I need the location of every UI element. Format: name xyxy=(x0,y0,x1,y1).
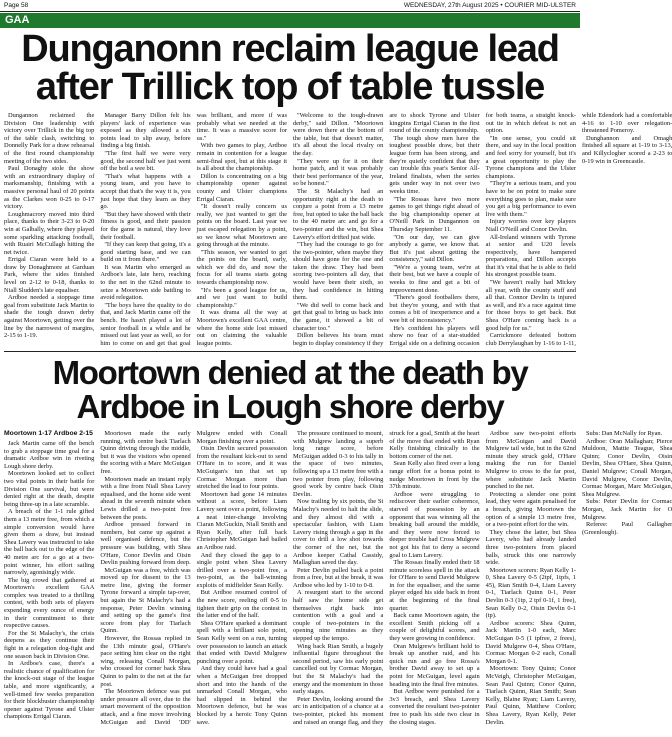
headline-moortown: Moortown denied at the death by Ardboe in Lough shore derby xyxy=(52,354,528,425)
article-paragraph: Back came Moortown again, the excellent Smith picking off a couple of delightful scores, and they were growing in confidence. xyxy=(389,612,480,643)
article-paragraph: Referee: Paul Gallagher (Greenlough). xyxy=(581,521,672,536)
story-divider xyxy=(4,351,576,352)
article-paragraph: McGuigan was a free, which was moved up for dissent to the 13 metre line, giving the former Tyrone forward a simple tap-over, but again the St Malachy's had a response, Peter Devlin winning and setting up the game's first score from play for Tiarlach Quinn. xyxy=(100,566,191,635)
article-paragraph: Moortown made an instant reply with a fine from Niall Shea Lavry equalised, and the home side went ahead in the seventh minute when Lewis drilled a two-point free between the posts. xyxy=(100,475,191,521)
article-paragraph: Carrickmore defeated bottom club Derrylaughan by 1-16 to 1-11, while Edendork had a comfortable 4-16 to 1-10 over relegation-threatened Pomeroy. xyxy=(485,112,672,347)
article-paragraph: "If they can keep that going, it's a good starting base, and we can build on it from there." xyxy=(100,241,191,264)
story-dungannon-body xyxy=(4,112,672,348)
article-paragraph: "On our day, we can give anybody a game, we know that. But it's just about getting the consistency," said Dillon. xyxy=(389,233,480,264)
score-line: Moortown 1-17 Ardboe 2-15 xyxy=(4,430,93,437)
article-paragraph: The St Malachy's had an opportunity right at the death to conjure a point from a 13 metre free, but opted to take the ball back to the 40 metre arc and go for a two-pointer and the win, but Shea Lavery's effort drifted just wide. xyxy=(292,187,384,241)
article-paragraph: For the St Malachy's, the crisis deepens as they continue their fight in a relegation dog-fight and one season back in Division One. xyxy=(4,629,95,660)
article-paragraph: Ardboe needed a stoppage time goal from substitute Jack Martin to shade the tough drawn derby against Moortown, getting over the line by the narrowest of margins, 2-15 to 1-19. xyxy=(4,294,95,340)
article-paragraph: A breach of the 1-1 rule gifted them a 13 metre free, from which a simple conversion would have given them a draw, but instead Shea Lavery was instructed to take the ball back out to the edge of the 40 metre arc for a go at a two-point winner, his effort sailing narrowly, agonisingly wide. xyxy=(4,508,95,577)
article-paragraph: The Rossas finally ended their 18 minute scoreless spell in the attack for O'Hare to send David Mulgrew in for the equaliser, and the same player edged his side back in front at the beginning of the final quarter. xyxy=(389,559,480,612)
page-number: Page 58 xyxy=(4,2,29,9)
article-paragraph: "It doesn't really concern us really, we just wanted to get the points on the board. Last year we just escaped relegation by a point, so we know what Moortown are going through at the minute. xyxy=(196,203,287,249)
section-banner: GAA xyxy=(0,13,580,28)
article-paragraph: Protecting a slender one point lead, they were again penalised for a breach, giving Moortown the option of a simple 13 metre free, or a two-point effort for the win. xyxy=(485,490,576,529)
article-paragraph: Moortown looked set to collect two vital points in their battle for Division One survival, but were denied right at the death, despite being three-up in a late scramble. xyxy=(4,470,95,508)
article-paragraph: The pressure continued to mount, with Mulgrew landing a superb long range score, before McGuigan added 0-3 to his tally in the space of two minutes, following up a 13 metre free with a two pointer from play, following good work by centre back Oisin Devlin. xyxy=(292,430,384,498)
article-paragraph: Peter Devlin pulled back a point from a free, but at the break, it was Ardboe who led by 1-10 to 0-8. xyxy=(292,566,384,589)
article-paragraph: And they closed the gap to a single point when Shea Lavery drilled over a two-point free, a two-point, as the ball-winning exploits of midfielder Sean Kelly. xyxy=(196,551,287,589)
article-paragraph: Ardboe scorers: Shea Quinn, Jack Martin 1-0 each, Marc McGuigan 0-5 (1 tpfree, 2 frees), David Mulgrew 0-4, Shea O'Hare, Cormac Morgan 0-2 each, Conall Morgan 0-1. xyxy=(485,619,576,665)
article-paragraph: "They were up for it on their home patch, and it was probably their best performance of the year, so be honest." xyxy=(292,157,384,188)
article-paragraph: "But they have showed with their fitness is good, and their passion for the game is natural, they love their football. xyxy=(100,210,191,241)
article-paragraph: Ardboe: Oran Mallaghan; Pierce Muldoon, Mattie Teague, Shea Quinn; Conor Devlin, Oisin Devlin, Shea O'Hare, Shea Quinn, Daniel Mulgrew; Conall Morgan, David Mulgrew, Conor Devlin, Cormac Morgan, Marc McGuigan, Shea Mulgrew. xyxy=(581,437,672,498)
article-paragraph: "In one sense, you could sit there, and say in the local position and feel sorry for yourself, but it's a great opportunity to play the Tyrone champions and the Ulster champions. xyxy=(485,134,576,180)
article-paragraph: It was drama all the way at Moortown's excellent GAA centre, where the home side lost missed out on claiming the valuable league points. xyxy=(196,309,287,347)
article-paragraph: "They're a serious team, and you have to be on point to make sure everything goes to plan, make sure you get a big performance to even live with them." xyxy=(485,180,576,218)
article-paragraph: Moortown had gone 14 minutes without a score, before Liam Lavery sent over a point, following a neat inter-change involving Ciaran McGuckin, Niall Smith and Ryan Kelly, after full back Christopher McGuigan had bailed an Ardboe raid. xyxy=(196,490,287,551)
article-paragraph: "We're a young team, we're at their best, but we have a couple of weeks to fine and get a bit of improvement done. xyxy=(389,263,480,294)
article-paragraph: Shea O'Hare sparked a dominant spell with a brilliant solo point, Sean Kelly went on a run, turning over possession to launch an attack that ended with David Mulgrew punching over a point. xyxy=(196,619,287,665)
article-paragraph: "There's good footballers there, but they're young, and with that comes a bit of inexperience and a wee bit of inconsistency." xyxy=(389,294,480,325)
article-paragraph: They chose the latter, but Shea Lavery, who had already landed three two-pointers from placed balls, struck this one narrowly wide. xyxy=(485,528,576,567)
article-paragraph: However, the Rossas replied in the 13th minute goal, O'Hare's pace setting him clear on the right wing, releasing Conall Morgan, who crossed for corner back Shea Quinn to palm to the net at the far post. xyxy=(100,635,191,688)
article-paragraph: Dillon believes his team must begin to display consistency if they are to shock Tyrone and Ulster kingpins Errigal Ciaran in the first round of the county championship. xyxy=(292,112,480,347)
article-paragraph: And they could have had a goal when a McGuigan free dropped short and into the hands of the unmarked Conall Morgan, who had slipped in behind the Moortown defence, but he was blocked by a heroic Tony Quinn save. xyxy=(196,665,287,726)
headline-dungannon: Dunganonn reclaim league lead after Trillick top of table tussle xyxy=(21,28,559,108)
article-paragraph: Ardboe were struggling to rediscover their earlier coherence, starved of possession by an opponent that was winning all the breaking ball around the middle, and they were now forced to deeper trouble had Cross Mulgrew not got his fist to deny a second goal to Liam Lavery. xyxy=(389,490,480,559)
article-paragraph: Jack Martin came off the bench to grab a stoppage time goal for a dramatic Ardboe win in riveting Lough shore derby. xyxy=(4,440,95,470)
article-paragraph: Errigal Ciaran were held to a draw by Donaghmore at Garduan Park, where the sides finished level on 2-12 to 0-18, thanks to Niall Sludden's late equaliser. xyxy=(4,256,95,294)
article-paragraph: "We haven't really had Mickey all year, with the county stuff and all that. Connor Devlin is injured as well, and it's a race against time for those boys to get back. But Shea O'Hare coming back is a good help for us." xyxy=(485,279,576,332)
page-header xyxy=(0,0,580,12)
article-paragraph: With two games to play, Ardboe remain in contention for a league semi-final spot, but at this stage it is all about the championship. xyxy=(196,142,287,173)
article-paragraph: "That's what happens with a young team, and you have to accept that that's the way it is, you just hope that they learn as they go. xyxy=(100,172,191,211)
article-paragraph: Subs: Dan McNally for Ryan. xyxy=(585,430,663,437)
article-paragraph: A resurgent start to the second half saw the home side get themselves right back into contention with a goal and a couple of two-pointers in the opening nine minutes as they stepped up the tempo. xyxy=(292,589,384,643)
article-paragraph: It was Martin who emerged as Ardboe's late, late hero, reaching to the net in the 62nd minute to seize a Moortown side battling to avoid relegation. xyxy=(100,263,191,302)
article-paragraph: Ardboe saw two-point efforts from McGuigan and David Mulgrew tail wide, but in the 62nd minute they struck gold, O'Hare making the run for Daniel Mulgrew to cross to the far post, where substitute Jack Martin punched to the net. xyxy=(485,430,576,491)
article-paragraph: Subs: Peter Devlin for Cormac Morgan, Jack Martin for O Mulgrew. xyxy=(581,498,672,521)
article-paragraph: "Welcome to the tough-drawn derby," said Dillon. "Moortown were down there at the bottom of the table, but that doesn't matter, it's all about the local rivalry on the day. xyxy=(292,112,384,157)
date-masthead: WEDNESDAY, 27th August 2025 • COURIER MID-ULSTER xyxy=(403,2,576,9)
article-paragraph: Moortown made the early running, with centre back Tiarlach Quinn driving through the middle, but it was the visitors who opened the scoring with a Marc McGuigan free. xyxy=(100,430,191,475)
article-paragraph: The Moortown defence was put under pressure all over, due to the smart movement of the opposition attack, and a fine move involving McGuigan and David 'DD' Mulgrew ended with Conall Morgan finishing over a point. xyxy=(100,430,287,726)
article-paragraph: Peter Devlin, looking around the arc in anticipation of a chance at a two-pointer, picked his moment and raised an orange flag, and they struck for a goal, Smith at the heart of the move that ended with Ryan Kelly finishing clinically to the bottom corner of the net. xyxy=(292,430,480,726)
article-paragraph: "The Rossas have two more games to get things right ahead of the big championship opener at O'Neill Park in Dungannon on Thursday September 11. xyxy=(389,195,480,233)
article-paragraph: Injury worries over key players Niall O'Neill and Conor Devlin. xyxy=(485,218,576,233)
article-paragraph: But Ardboe resumed control of the new score, reeling off 0-5 to tighten their grip on the contest in the latter end of the half. xyxy=(196,589,287,620)
article-paragraph: Oran Mulgrew's brilliant hold to break up another raid, and his quick run and go free Rossa's brother David away to set up a point for McGuigan, level again heading into the final five minutes. xyxy=(389,642,480,688)
article-paragraph: Dungannon reclaimed the Division One leadership with victory over Trillick in the big top of the table clash, switching to Donnelly Park for a draw rehearsal of the first round championship meeting of the two sides. xyxy=(4,112,95,165)
article-paragraph: Moortown scorers: Ryan Kelly 1-0, Shea Lavery 0-5 (2tpf, 1tpfs, 1 45), Rian Smith 0-4, Liam Lavery 0-1, Tiarlach Quinn 0-1, Peter Devlin 0-3 (1tp, 2 tpf 0-1f, 1 free), Sean Kelly 0-2, Oisin Devlin 0-1 (tp). xyxy=(485,566,576,620)
article-paragraph: Sean Kelly also fired over a long range effort for a bonus point to nudge Moortown in front by the 37th minute. xyxy=(389,460,480,491)
article-paragraph: Ardboe pressed forward in numbers, but came up against a well organised defence, but the pressure was building, with Shea O'Hare, Conor Devlin and Oisin Devlin pushing forward from deep. xyxy=(100,521,191,567)
article-paragraph: In Ardboe's case, there's a realistic chance of qualification for the knock-out stage of the league table, and more significantly, a well-timed few weeks preparation for their blockbuster championship opener against Tyrone and Ulster champions Errigal Ciaran. xyxy=(4,660,95,721)
article-paragraph: Loughmacrory moved into third place, thanks to their 3-23 to 0-20 win at Galbally, where they played some sparkling attacking football, with Ruairi McCullagh hitting the net twice. xyxy=(4,210,95,256)
article-paragraph: All-Ireland winners with Tyrone at senior and U20 levels respectively, have hampered preparations, and Dillon accepts that it's vital that he is able to field his strongest possible team. xyxy=(485,233,576,279)
article-paragraph: Oisin Devlin secured possession from the resultant kick-out to send O'Hare in to score, and it was McGuigan's tun that set up Cormac Morgan more than stretched the lead to four points. xyxy=(196,445,287,491)
article-paragraph: Now trailing by six points, the St Malachy's needed to halt the slide, and they almost did with a spectacular fashion, with Liam Lavery rising through a gap in the cover to drill a low shot towards the corner of the net, but the Ardboe keeper Cathal Cassidy, Mallaghan saved the day. xyxy=(292,498,384,567)
article-paragraph: "We did well to come back and get that goal to bring us back into the game, it showed a bit of character too." xyxy=(292,301,384,332)
article-paragraph: Wing back Rian Smith, a hugely influential figure throughout the second period, saw his early point cancelled out by Cormac Morgan, but the St Malachy's had the energy and the momentum in those early stages. xyxy=(292,642,384,696)
article-paragraph: Paul Donaghy stole the show with an extraordinary display of marksmanship, finishing with a massive personal haul of 20 points as the Clarkes won 0-25 to 0-17 victory. xyxy=(4,165,95,211)
article-paragraph: "They had the courage to go for the two-pointer, when maybe they should have gone for the one and taken the draw. They had been scoring two-pointers all day, that would have been their sixth, so they had confidence in hitting them. xyxy=(292,241,384,302)
article-paragraph: But Ardboe were punished for a 3v3 breach, and Shea Lavery converted the resultant two-pointer free to push his side two clear in the closing stages. xyxy=(389,688,480,726)
article-paragraph: Manager Barry Dillon felt his players' lack of experience was exposed as they allowed a six points lead to slip away, before finding a big finish. xyxy=(100,112,191,150)
article-paragraph: "This season, we wanted to get the points on the board, early, which we did do, and now the focus for all teams starts going towards championship now. xyxy=(196,248,287,287)
article-paragraph: Moortown: Tony Quinn; Conor McVeigh, Christopher McGuigan, Sean Paul Quinn; Conor Quinn, Tiarlach Quinn, Rian Smith; Sean Kelly, Blaine Ryan; Liam Lavery, Paul Quinn, Matthew Conlon; Shea Lavery, Ryan Kelly, Peter Devlin. xyxy=(485,665,576,726)
article-paragraph: He's confident his players will show no fear of a star-studded Errigal side on a defining occasion for both teams, a straight knock-out tie in which defeat is not an option. xyxy=(389,112,576,347)
article-paragraph: The big crowd that gathered at Moortown's excellent GAA complex was treated to a thrilling contest, with both sets of players expending every ounce of energy in their commitment to their respective causes. xyxy=(4,576,95,630)
article-paragraph: "It's been a good league for us, and we just want to build championship." xyxy=(196,286,287,309)
article-paragraph: Dunghannon and Omagh finished all square at 1-19 to 3-13, and Killyclogher scored a 2-23 to 0-19 win in Greencastle. xyxy=(581,134,672,165)
article-paragraph: Dillon is concentrating on a big championship opener against county and Ulster champions Errigal Ciaran. xyxy=(196,172,287,203)
story-moortown-body xyxy=(4,430,672,732)
article-paragraph: "The boys have the quality to do that, and Jack Martin came off the bench. He hasn't played a lot of senior football in a while and he missed out last year as well, so for him to come on and get that goal was brilliant, and more if was probably what we needed at the time. It was a massive score for us." xyxy=(100,112,287,347)
article-paragraph: "The first half we were very good, the second half we just went off the boil a wee bit. xyxy=(100,149,191,173)
article-paragraph: The tough show men have the toughest possible draw, but their league form has been strong, and they're quietly confident that they can trouble this year's Senior All-Ireland finalists, when the series gets under way in not over two weeks time. xyxy=(389,134,480,195)
